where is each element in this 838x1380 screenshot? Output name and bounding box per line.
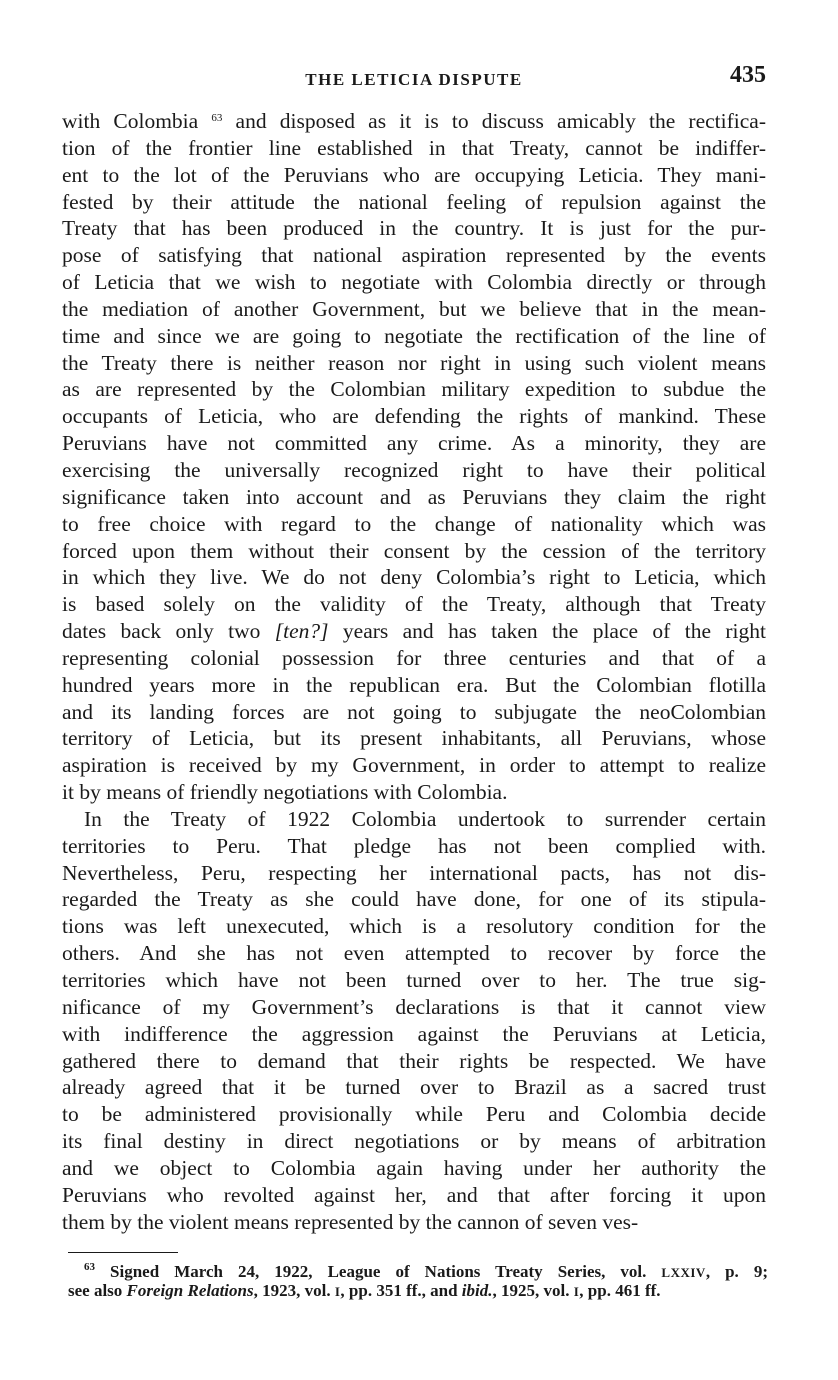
- footnote-rule: [68, 1252, 178, 1253]
- text-line: gathered there to demand that their rights be respected. We have: [62, 1048, 766, 1073]
- text-line: in which they live. We do not deny Colombia’s right to Leticia, which: [62, 565, 766, 590]
- text-line: with Colombia $^{63}$ and disposed as it is to discuss amicably the rectifica-: [62, 109, 766, 133]
- text-line: with indifference the aggression against the Peruvians at Leticia,: [62, 1021, 766, 1046]
- footnote-reference: 63: [211, 112, 223, 124]
- text-line: aspiration is received by my Government, in order to attempt to realize: [62, 753, 766, 778]
- text-line: significance taken into account and as Peruvians they claim the right: [62, 484, 766, 509]
- text-line: others. And she has not even attempted to recover by force the: [62, 941, 766, 966]
- text-line: is based solely on the validity of the Treaty, although that Treaty: [62, 592, 766, 617]
- paragraph-1: [62, 108, 766, 806]
- text-line: hundred years more in the republican era. But the Colombian flotilla: [62, 672, 766, 697]
- text-line: tion of the frontier line established in that Treaty, cannot be indiffer-: [62, 135, 766, 160]
- text-line: dates back only two [ten?] years and has taken the place of the right: [62, 619, 766, 644]
- text-line: to be administered provisionally while Peru and Colombia decide: [62, 1102, 766, 1127]
- text-line: occupants of Leticia, who are defending the rights of mankind. These: [62, 404, 766, 429]
- text-line: pose of satisfying that national aspiration represented by the events: [62, 243, 766, 268]
- text-line: In the Treaty of 1922 Colombia undertook to surrender certain: [84, 806, 766, 831]
- text-line: Treaty that has been produced in the country. It is just for the pur-: [62, 216, 766, 241]
- text-line: and we object to Colombia again having under her authority the: [62, 1155, 766, 1180]
- text-line: to free choice with regard to the change of nationality which was: [62, 511, 766, 536]
- text-line: its final destiny in direct negotiations or by means of arbitration: [62, 1129, 766, 1154]
- text-line: Peruvians who revolted against her, and that after forcing it upon: [62, 1182, 766, 1207]
- text-line: tions was left unexecuted, which is a resolutory condition for the: [62, 914, 766, 939]
- footnotes: [68, 1262, 768, 1300]
- text-line: already agreed that it be turned over to Brazil as a sacred trust: [62, 1075, 766, 1100]
- text-line: Peruvians have not committed any crime. As a minority, they are: [62, 431, 766, 456]
- text-line: them by the violent means represented by the cannon of seven ves-: [62, 1209, 639, 1234]
- body-text: [62, 108, 766, 1235]
- text-line: and its landing forces are not going to subjugate the neoColombian: [62, 699, 766, 724]
- text-line: regarded the Treaty as she could have done, for one of its stipula-: [62, 887, 766, 912]
- running-head: THE LETICIA DISPUTE: [305, 70, 523, 89]
- paragraph-2: [62, 806, 766, 1236]
- text-line: fested by their attitude the national feeling of repulsion against the: [62, 189, 766, 214]
- footnote-marker: 63: [84, 1262, 95, 1273]
- footnote-line-2: see also Foreign Relations, 1923, vol. I, pp. 351 ff., and ibid., 1925, vol. I, pp. 461 ff.: [68, 1281, 661, 1300]
- text-line: territory of Leticia, but its present inhabitants, all Peruvians, whose: [62, 726, 766, 751]
- footnote-line-1: $^{63}$ Signed March 24, 1922, League of Nations Treaty Series, vol. LXXIV, p. 9;: [84, 1262, 768, 1281]
- text-line: representing colonial possession for three centuries and that of a: [62, 645, 766, 670]
- text-line: the Treaty there is neither reason nor right in using such violent means: [62, 350, 766, 375]
- text-line: it by means of friendly negotiations with Colombia.: [62, 780, 508, 805]
- text-line: territories to Peru. That pledge has not been complied with.: [62, 833, 766, 858]
- text-line: as are represented by the Colombian military expedition to subdue the: [62, 377, 766, 402]
- text-line: nificance of my Government’s declarations is that it cannot view: [62, 994, 766, 1019]
- text-line: exercising the universally recognized right to have their political: [62, 457, 766, 482]
- text-line: forced upon them without their consent by the cession of the territory: [62, 538, 766, 563]
- text-line: territories which have not been turned over to her. The true sig-: [62, 968, 766, 992]
- text-line: Nevertheless, Peru, respecting her international pacts, has not dis-: [62, 860, 766, 885]
- page-header: [62, 62, 766, 94]
- text-line: time and since we are going to negotiate the rectification of the line of: [62, 323, 766, 348]
- text-line: of Leticia that we wish to negotiate with Colombia directly or through: [62, 270, 766, 295]
- page-number: 435: [730, 62, 766, 88]
- text-line: ent to the lot of the Peruvians who are occupying Leticia. They mani-: [62, 162, 766, 187]
- text-line: the mediation of another Government, but we believe that in the mean-: [62, 296, 766, 321]
